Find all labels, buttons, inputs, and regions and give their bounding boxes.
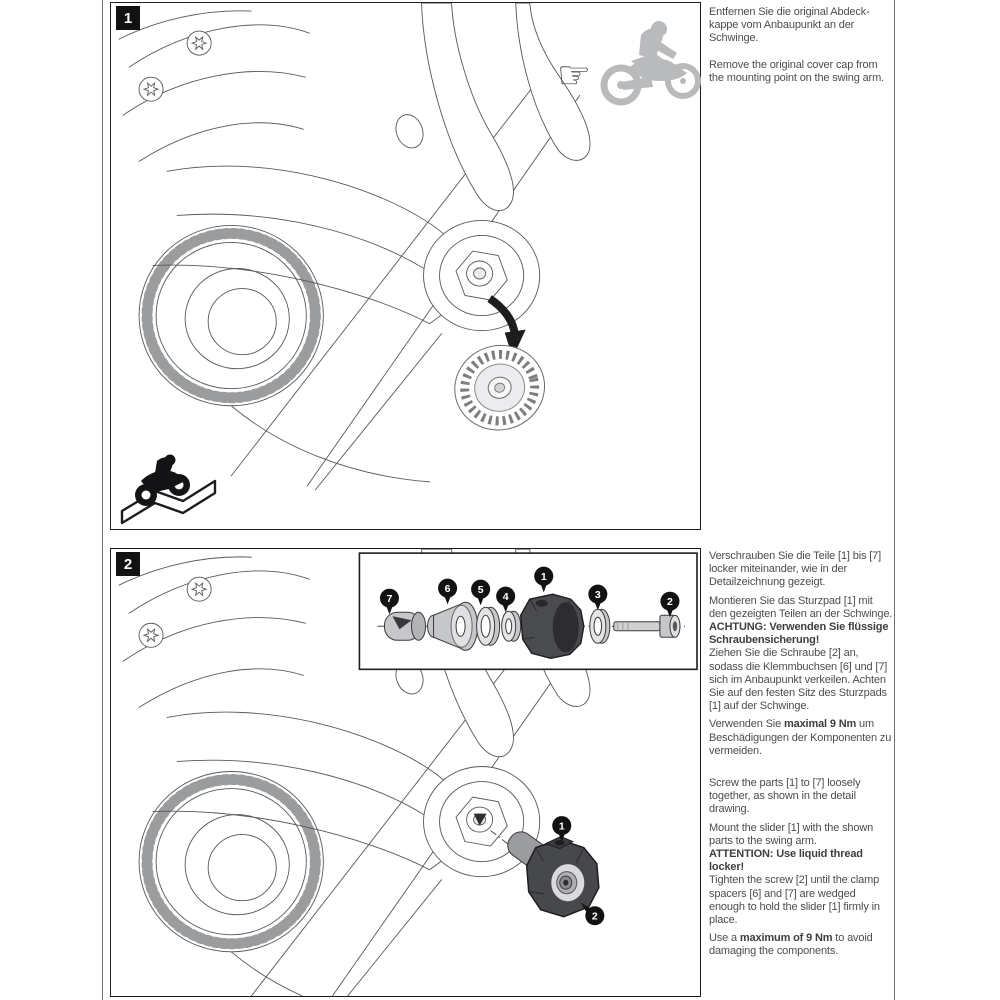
step-2-text-column xyxy=(709,550,893,964)
step-1-instruction-de: Entfernen Sie die original Abdeck-kappe vom Anbaupunkt an der Schwinge. xyxy=(709,6,870,45)
step-2-en-torque: Use a maximum of 9 Nm to avoid damaging the components. xyxy=(709,932,873,958)
step-2-illustration xyxy=(111,549,700,996)
assembled-slider-drawing xyxy=(503,827,599,917)
motorcycle-rider-icon xyxy=(597,17,701,109)
step-1-badge: 1 xyxy=(116,6,140,30)
step-2-en-assembly: Screw the parts [1] to [7] loosely together, as shown in the detail drawing. xyxy=(709,777,861,816)
step-1-text-column xyxy=(709,6,893,98)
part-5-washer xyxy=(477,607,500,645)
svg-text:1: 1 xyxy=(558,820,565,833)
step-2-badge: 2 xyxy=(116,552,140,576)
cover-cap-drawing xyxy=(445,335,554,440)
part-1-slider-pad xyxy=(521,594,584,658)
page-left-rule xyxy=(102,0,103,1000)
callout-pin-slider xyxy=(552,816,571,842)
step-2-de-mounting: Montieren Sie das Sturzpad [1] mit den gezeigten Teilen an der Schwinge. ACHTUNG: Verwenden Sie flüssige Schraubensicherung! Ziehen Sie die Schraube [2] an, sodass die Klemmbuchsen [6] und [7] sich im Anbaupunkt verkeilen. Achten Sie auf den festen Sitz des Sturzpads [1] auf der Schwinge. xyxy=(709,594,893,713)
step-2-de-torque: Verwenden Sie maximal 9 Nm um Beschädigungen der Komponenten zu vermeiden. xyxy=(709,718,892,757)
svg-text:2: 2 xyxy=(667,596,673,609)
inset-detail-box xyxy=(359,553,697,669)
de-warning-text: ACHTUNG: Verwenden Sie flüssige Schraubensicherung! xyxy=(709,621,889,647)
riding-direction-icon xyxy=(119,453,223,529)
en-warning-text: ATTENTION: Use liquid thread locker! xyxy=(709,848,863,874)
page-right-rule xyxy=(894,0,895,1000)
svg-text:6: 6 xyxy=(444,582,451,595)
step-1-instruction-en: Remove the original cover cap from the mounting point on the swing arm. xyxy=(709,58,884,84)
step-2-panel xyxy=(110,548,701,997)
part-3-washer xyxy=(590,609,610,643)
svg-text:1: 1 xyxy=(540,570,547,583)
pointing-hand-icon: ☞ xyxy=(557,55,592,97)
svg-text:4: 4 xyxy=(502,591,509,604)
step-1-panel xyxy=(110,2,701,530)
step-2-en-mounting: Mount the slider [1] with the shown parts to the swing arm. ATTENTION: Use liquid thread locker! Tighten the screw [2] until the clamp spacers [6] and [7] are wedged enough to hold the slider [1] firmly in place. xyxy=(709,822,893,928)
step-2-de-assembly: Verschrauben Sie die Teile [1] bis [7] locker miteinander, wie in der Detailzeichnung gezeigt. xyxy=(709,550,882,589)
callout-pin-screw xyxy=(581,903,605,926)
svg-text:3: 3 xyxy=(594,589,601,602)
svg-text:7: 7 xyxy=(386,593,393,606)
part-7-clamp-spacer xyxy=(384,612,425,640)
svg-text:2: 2 xyxy=(591,910,598,923)
part-4-spacer xyxy=(502,611,521,641)
svg-text:5: 5 xyxy=(477,583,484,596)
